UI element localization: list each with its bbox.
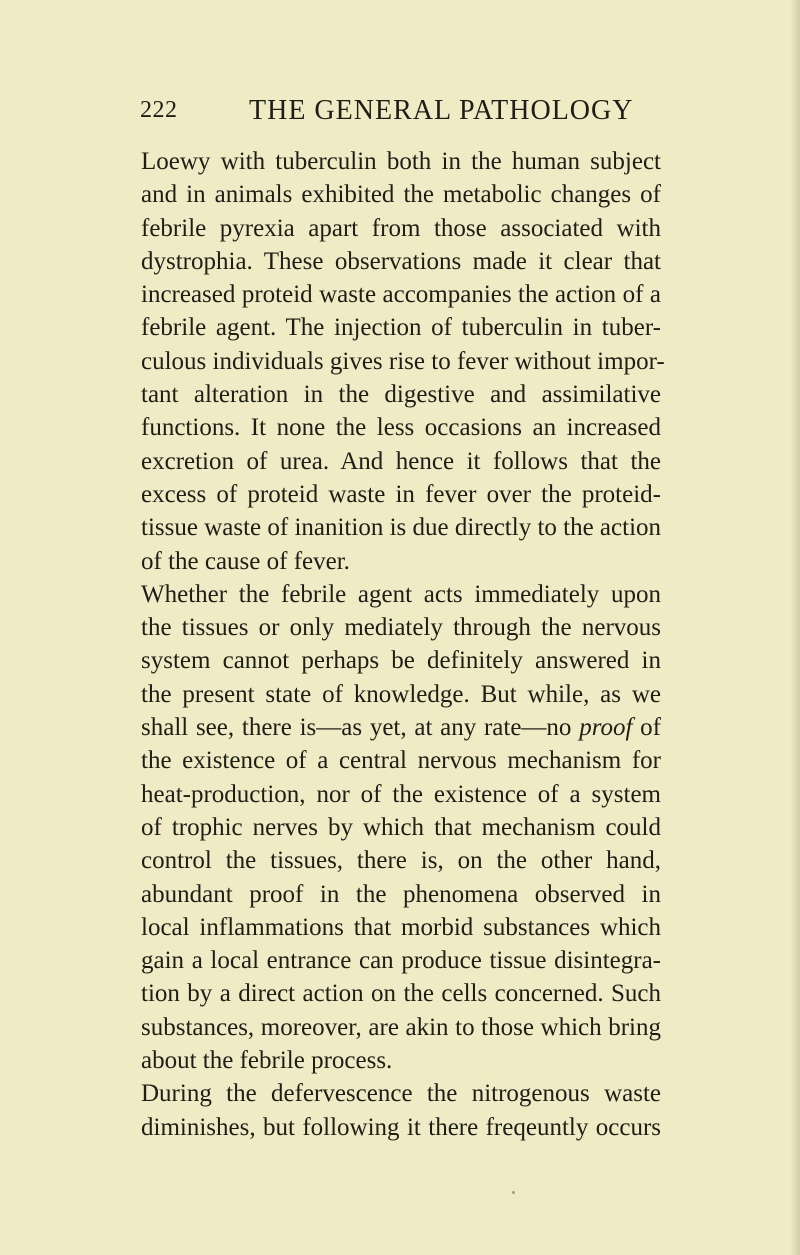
text-line-4: dystrophia. These observations made it clear that [141,247,661,275]
text-line-17: the present state of knowledge. But while, as we [141,680,661,708]
text-line-27: substances, moreover, are akin to those which bring [141,1013,661,1041]
text-line-18-part-3: of [632,714,662,742]
text-line-30: diminishes, but following it there freqeuntly occurs [141,1113,661,1141]
text-line-16: system cannot perhaps be definitely answered in [141,647,661,675]
text-line-19: the existence of a central nervous mechanism for [141,747,661,775]
text-line-29: During the defervescence the nitrogenous waste [141,1080,661,1108]
text-line-23: abundant proof in the phenomena observed in [141,880,661,908]
text-line-1: Loewy with tuberculin both in the human subject [141,148,661,175]
text-line-18 [141,711,661,744]
text-line-22: control the tissues, there is, on the other hand, [141,847,661,875]
text-line-7: culous individuals gives rise to fever without impor- [141,347,665,375]
text-line-14: Whether the febrile agent acts immediately upon [141,580,661,608]
text-line-2: and in animals exhibited the metabolic changes of [141,181,661,209]
text-line-28: about the febrile process. [141,1047,393,1075]
text-line-25: gain a local entrance can produce tissue disintegra- [141,947,661,975]
page-header [140,95,660,135]
text-line-10: excretion of urea. And hence it follows that the [141,447,661,475]
text-line-21: of trophic nerves by which that mechanism could [141,813,661,841]
text-line-20: heat-production, nor of the existence of a system [141,780,661,808]
text-line-5: increased proteid waste accompanies the action of a [141,281,661,309]
body-text [141,145,665,1144]
paper-speck [512,1191,515,1194]
text-line-11: excess of proteid waste in fever over the proteid- [141,480,661,508]
text-line-3: febrile pyrexia apart from those associated with [141,214,661,242]
text-line-26: tion by a direct action on the cells concerned. Such [141,980,661,1008]
text-line-6: febrile agent. The injection of tuberculin in tuber- [141,314,661,342]
page-edge-shadow [790,0,800,1255]
text-line-24: local inflammations that morbid substances which [141,913,661,941]
italic-proof: proof [579,714,633,742]
text-line-8: tant alteration in the digestive and assimilative [141,381,661,409]
text-line-15: the tissues or only mediately through the nervous [141,614,661,642]
text-line-12: tissue waste of inanition is due directly to the action [141,514,662,542]
text-line-13: of the cause of fever. [141,547,350,575]
text-line-18-part-1: shall see, there is—as yet, at any rate—no [141,714,580,742]
page-number: 222 [140,97,178,123]
running-head: THE GENERAL PATHOLOGY [249,95,634,126]
text-line-9: functions. It none the less occasions an increased [141,414,661,442]
